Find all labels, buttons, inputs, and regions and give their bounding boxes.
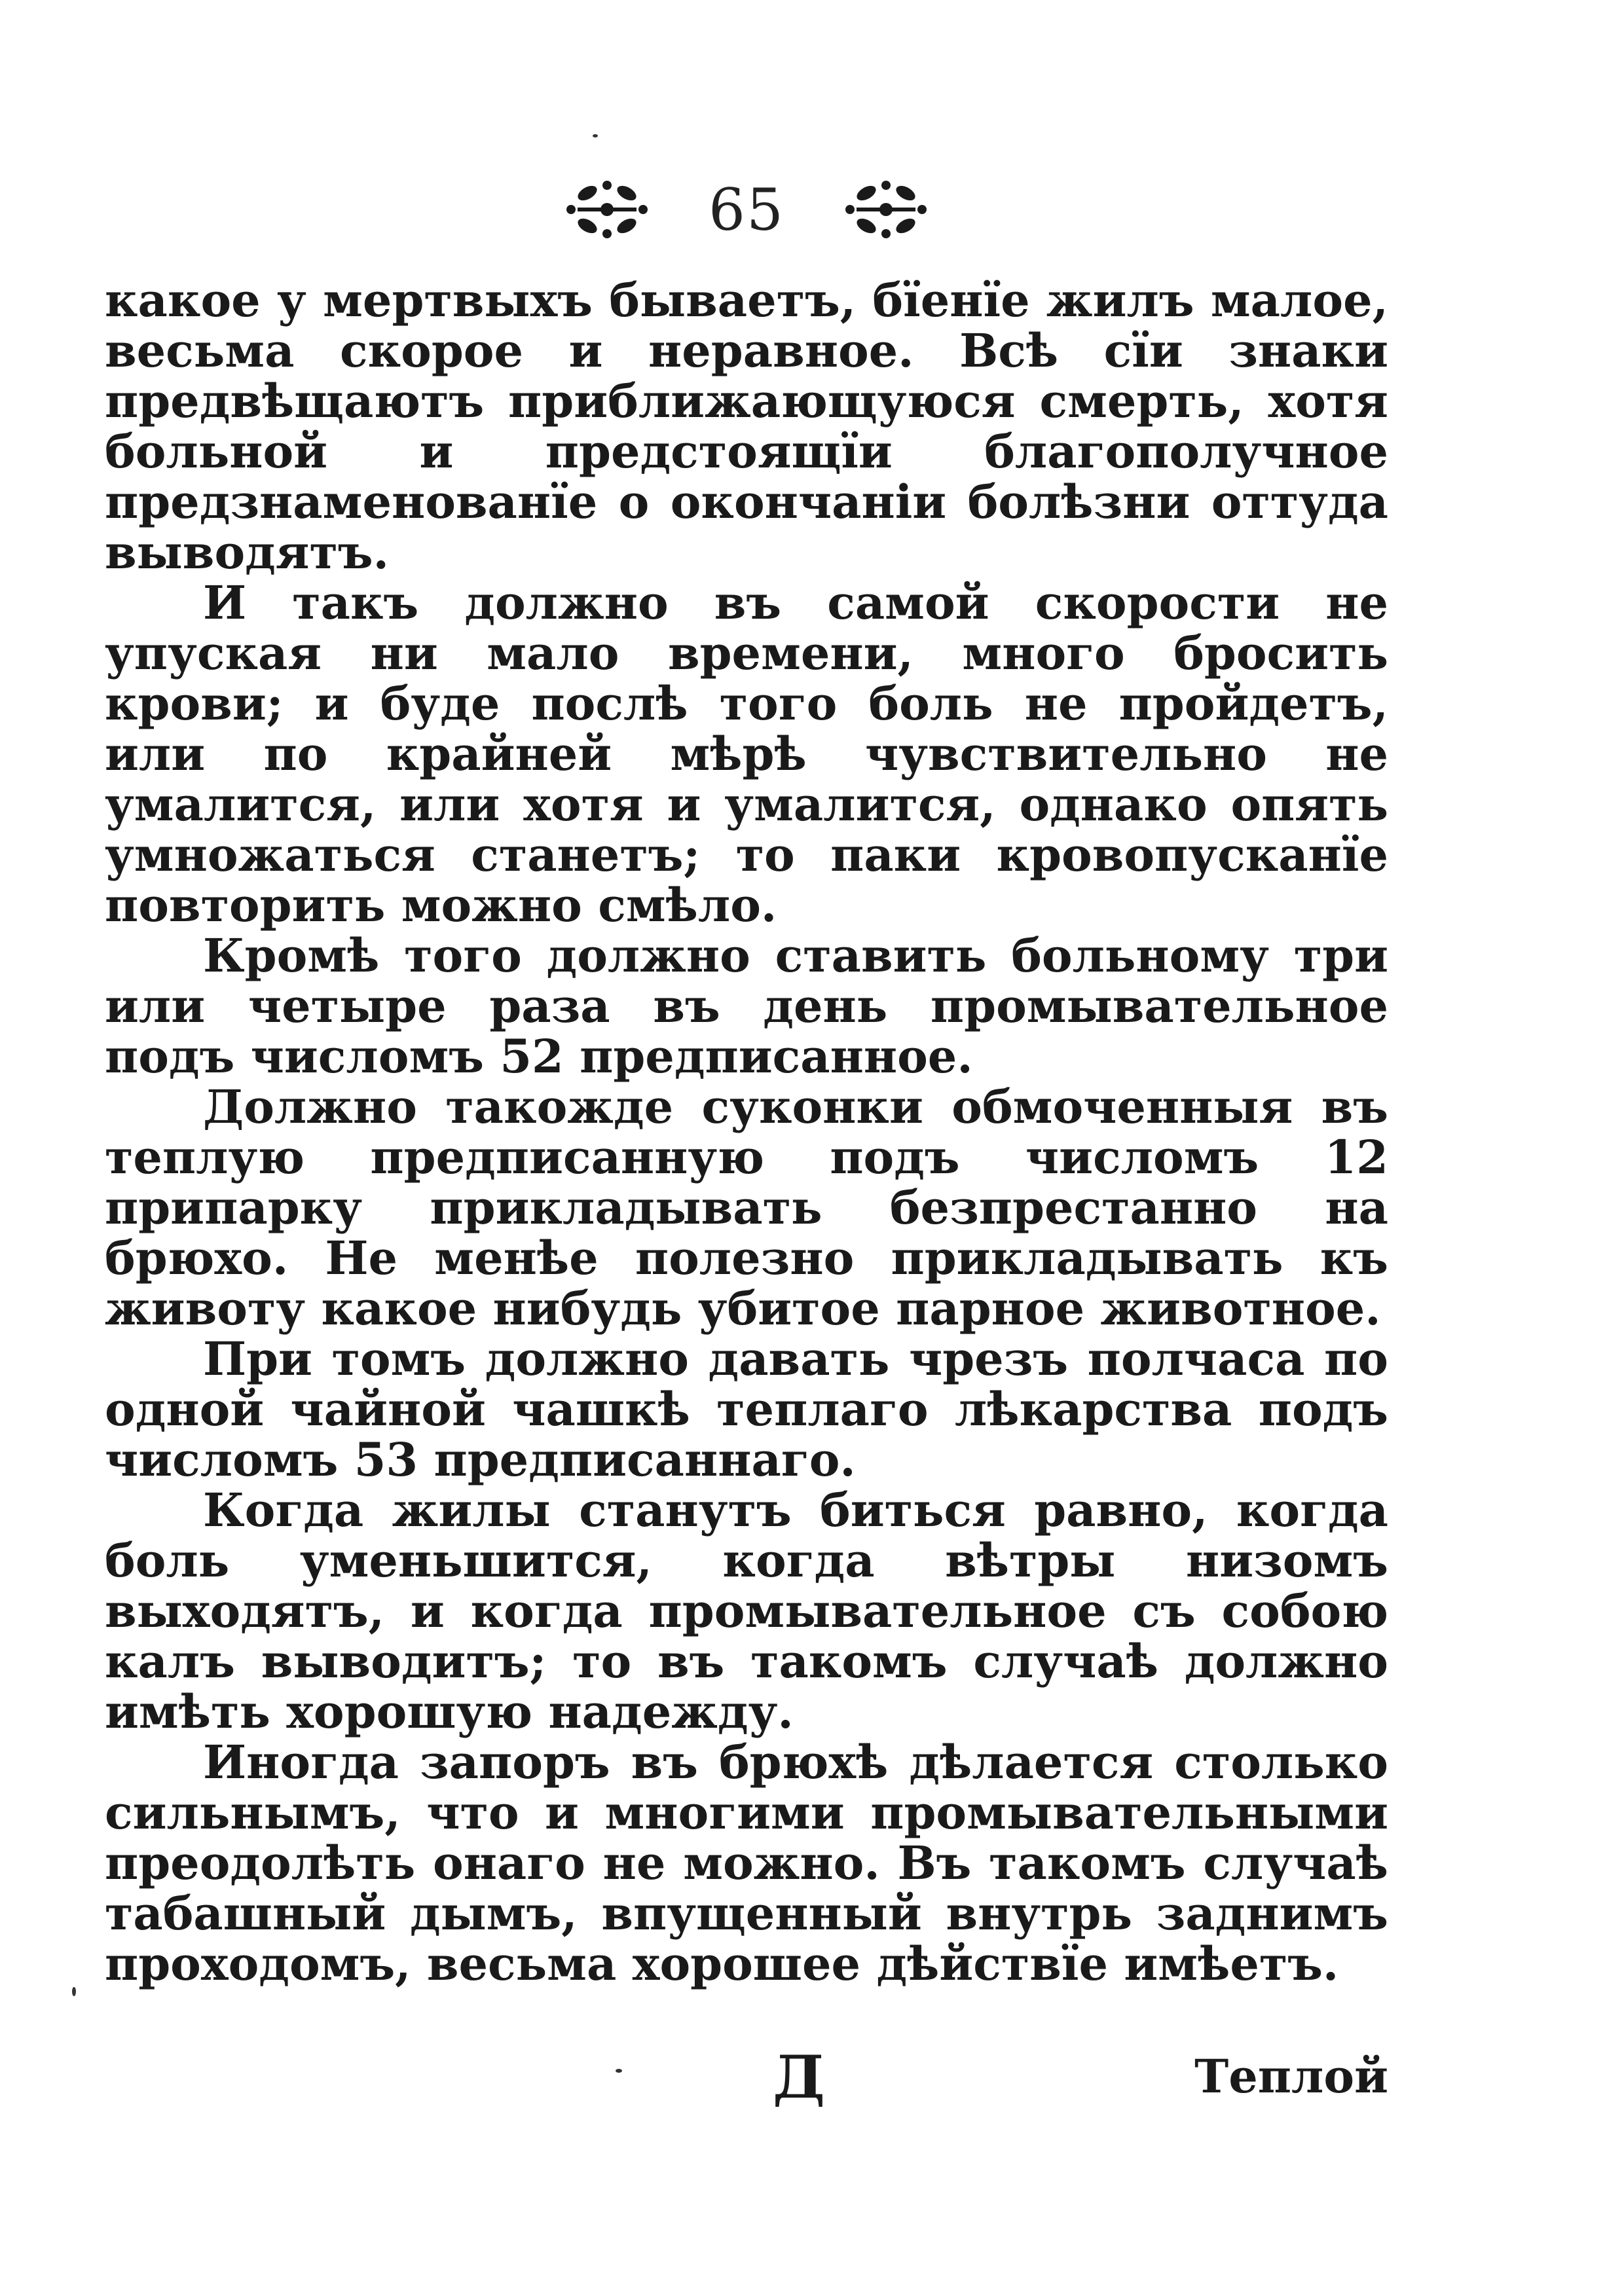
paragraph: Когда жилы станутъ биться равно, когда боль уменьшится, когда вѣтры низомъ выходятъ, и когда промывательное съ собою калъ выводитъ; то въ такомъ случаѣ должно имѣть хорошую надежду.: [105, 1483, 1388, 1739]
page-number: 65: [709, 175, 784, 244]
catchword: Теплой: [1194, 2049, 1388, 2104]
signature-mark: Д: [773, 2043, 826, 2112]
paragraph: Иногда запоръ въ брюхѣ дѣлается столько сильнымъ, что и многими промывательными преодолѣть онаго не можно. Въ такомъ случаѣ табашный дымъ, впущенный внутрь заднимъ проходомъ, весьма хорошее дѣйствїе имѣетъ.: [105, 1735, 1388, 1991]
page-header: [511, 160, 982, 259]
ink-speck: [72, 1987, 76, 1996]
paragraph: При томъ должно давать чрезъ полчаса по одной чайной чашкѣ теплаго лѣкарства подъ числомъ 53 предписаннаго.: [105, 1332, 1388, 1487]
paragraph: И такъ должно въ самой скорости не упуская ни мало времени, много бросить крови; и буде послѣ того боль не пройдетъ, или по крайней мѣрѣ чувствительно не умалится, или хотя и умалится, однако опять умножаться станетъ; то паки кровопусканїе повторить можно смѣло.: [105, 575, 1388, 932]
page-footer: [105, 2043, 1388, 2115]
paragraph: Кромѣ того должно ставить больному три или четыре раза въ день промывательное подъ числомъ 52 предписанное.: [105, 928, 1388, 1084]
floral-ornament-icon: [837, 173, 935, 246]
body-text: [105, 275, 1388, 1989]
paragraph: Должно такожде суконки обмоченныя въ теплую предписанную подъ числомъ 12 припарку прикладывать безпрестанно на брюхо. Не менѣе полезно прикладывать къ животу какое нибудь убитое парное животное.: [105, 1080, 1388, 1336]
paragraph: какое у мертвыхъ бываетъ, бїенїе жилъ малое, весьма скорое и неравное. Всѣ сїи знаки предвѣщаютъ приближающуюся смерть, хотя больной и предстоящїи благополучное предзнаменованїе о окончанiи болѣзни оттуда выводятъ.: [105, 273, 1388, 579]
floral-ornament-icon: [558, 173, 656, 246]
ink-speck: [616, 2069, 622, 2073]
ink-speck: [593, 134, 598, 137]
